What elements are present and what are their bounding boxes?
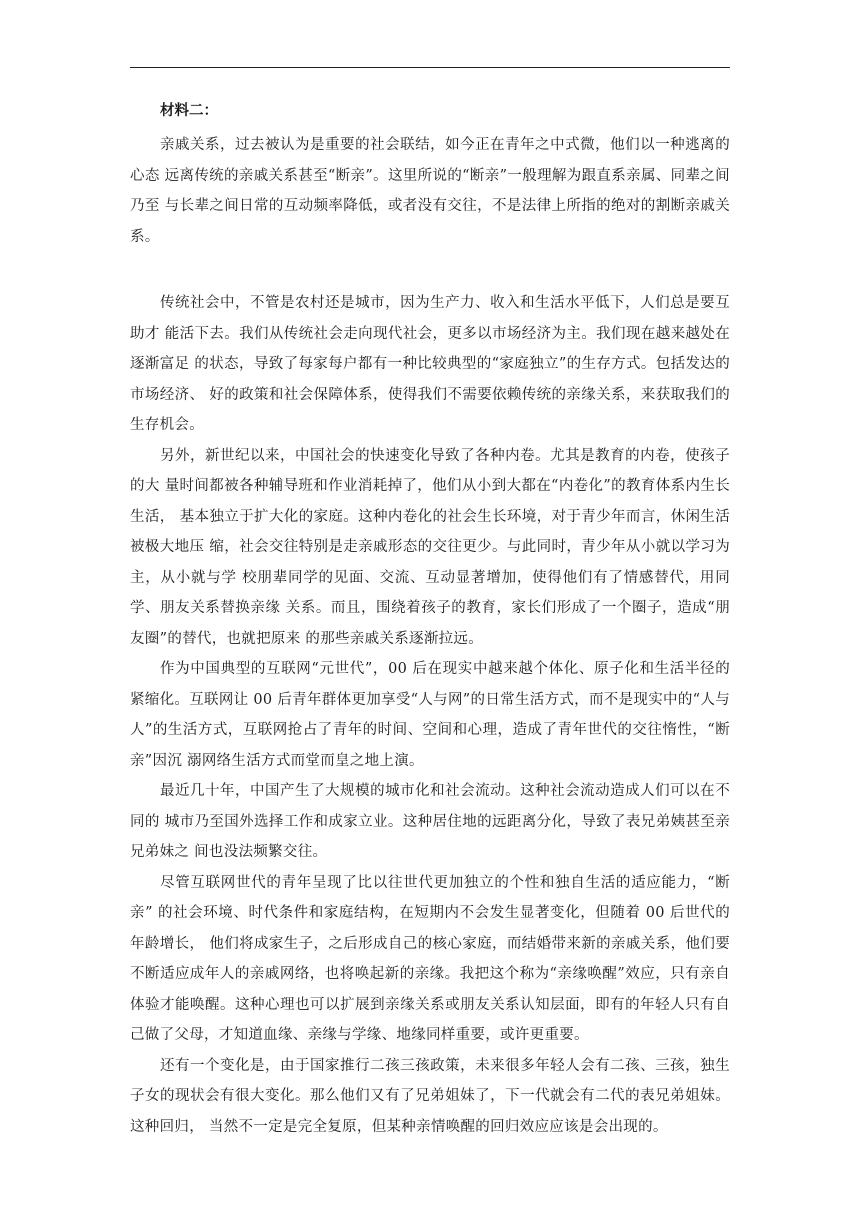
paragraph-2: 传统社会中，不管是农村还是城市，因为生产力、收入和生活水平低下，人们总是要互助才 能活下去。我们从传统社会走向现代社会，更多以市场经济为主。我们现在越来越处在逐渐富足 的状态，导致了每家每户都有一种比较典型的“家庭独立”的生存方式。包括发达的市场经济、 好的政策和社会保障体系，使得我们不需要依赖传统的亲缘关系，来获取我们的生存机会。 (130, 295, 730, 433)
section-heading: 材料二： (160, 103, 218, 119)
document-body (130, 96, 730, 1142)
paragraph-5: 最近几十年，中国产生了大规模的城市化和社会流动。这种社会流动造成人们可以在不同的 城市乃至国外选择工作和成家立业。这种居住地的远距离分化，导致了表兄弟姨甚至亲兄弟妹之 间也没法频繁交往。 (130, 783, 730, 860)
paragraph-4: 作为中国典型的互联网“元世代”，00 后在现实中越来越个体化、原子化和生活半径的紧缩化。互联网让 00 后青年群体更加享受“人与网”的日常生活方式，而不是现实中的“人与人”的生活方式，互联网抢占了青年的时间、空间和心理，造成了青年世代的交往惰性，“断亲”因沉 溺网络生活方式而堂而皇之地上演。 (130, 661, 730, 769)
header-rule (130, 67, 730, 68)
paragraph-6: 尽管互联网世代的青年呈现了比以往世代更加独立的个性和独自生活的适应能力，“断亲” 的社会环境、时代条件和家庭结构，在短期内不会发生显著变化，但随着 00 后世代的年龄增长， 他们将成家生子，之后形成自己的核心家庭，而结婚带来新的亲戚关系，他们要不断适应成年人的亲戚网络，也将唤起新的亲缘。我把这个称为“亲缘唤醒”效应，只有亲自体验才能唤醒。这种心理也可以扩展到亲缘关系或朋友关系认知层面，即有的年轻人只有自己做了父母，才知道血缘、亲缘与学缘、地缘同样重要，或许更重要。 (130, 874, 730, 1043)
paragraph-1: 亲戚关系，过去被认为是重要的社会联结，如今正在青年之中式微，他们以一种逃离的心态 远离传统的亲戚关系甚至“断亲”。这里所说的“断亲”一般理解为跟直系亲属、同辈之间乃至 与长辈之间日常的互动频率降低，或者没有交往，不是法律上所指的绝对的割断亲戚关系。 (130, 137, 730, 245)
paragraph-3: 另外，新世纪以来，中国社会的快速变化导致了各种内卷。尤其是教育的内卷，使孩子的大 量时间都被各种辅导班和作业消耗掉了，他们从小到大都在“内卷化”的教育体系内生长生活， 基本独立于扩大化的家庭。这种内卷化的社会生长环境，对于青少年而言，休闲生活被极大地压 缩，社会交往特别是走亲戚形态的交往更少。与此同时，青少年从小就以学习为主，从小就与学 校朋辈同学的见面、交流、互动显著增加，使得他们有了情感替代，用同学、朋友关系替换亲缘 关系。而且，围绕着孩子的教育，家长们形成了一个圈子，造成“朋友圈”的替代，也就把原来 的那些亲戚关系逐渐拉远。 (130, 447, 730, 647)
paragraph-7: 还有一个变化是，由于国家推行二孩三孩政策，未来很多年轻人会有二孩、三孩，独生子女的现状会有很大变化。那么他们又有了兄弟姐妹了，下一代就会有二代的表兄弟姐妹。这种回归， 当然不一定是完全复原，但某种亲情唤醒的回归效应应该是会出现的。 (130, 1057, 730, 1135)
